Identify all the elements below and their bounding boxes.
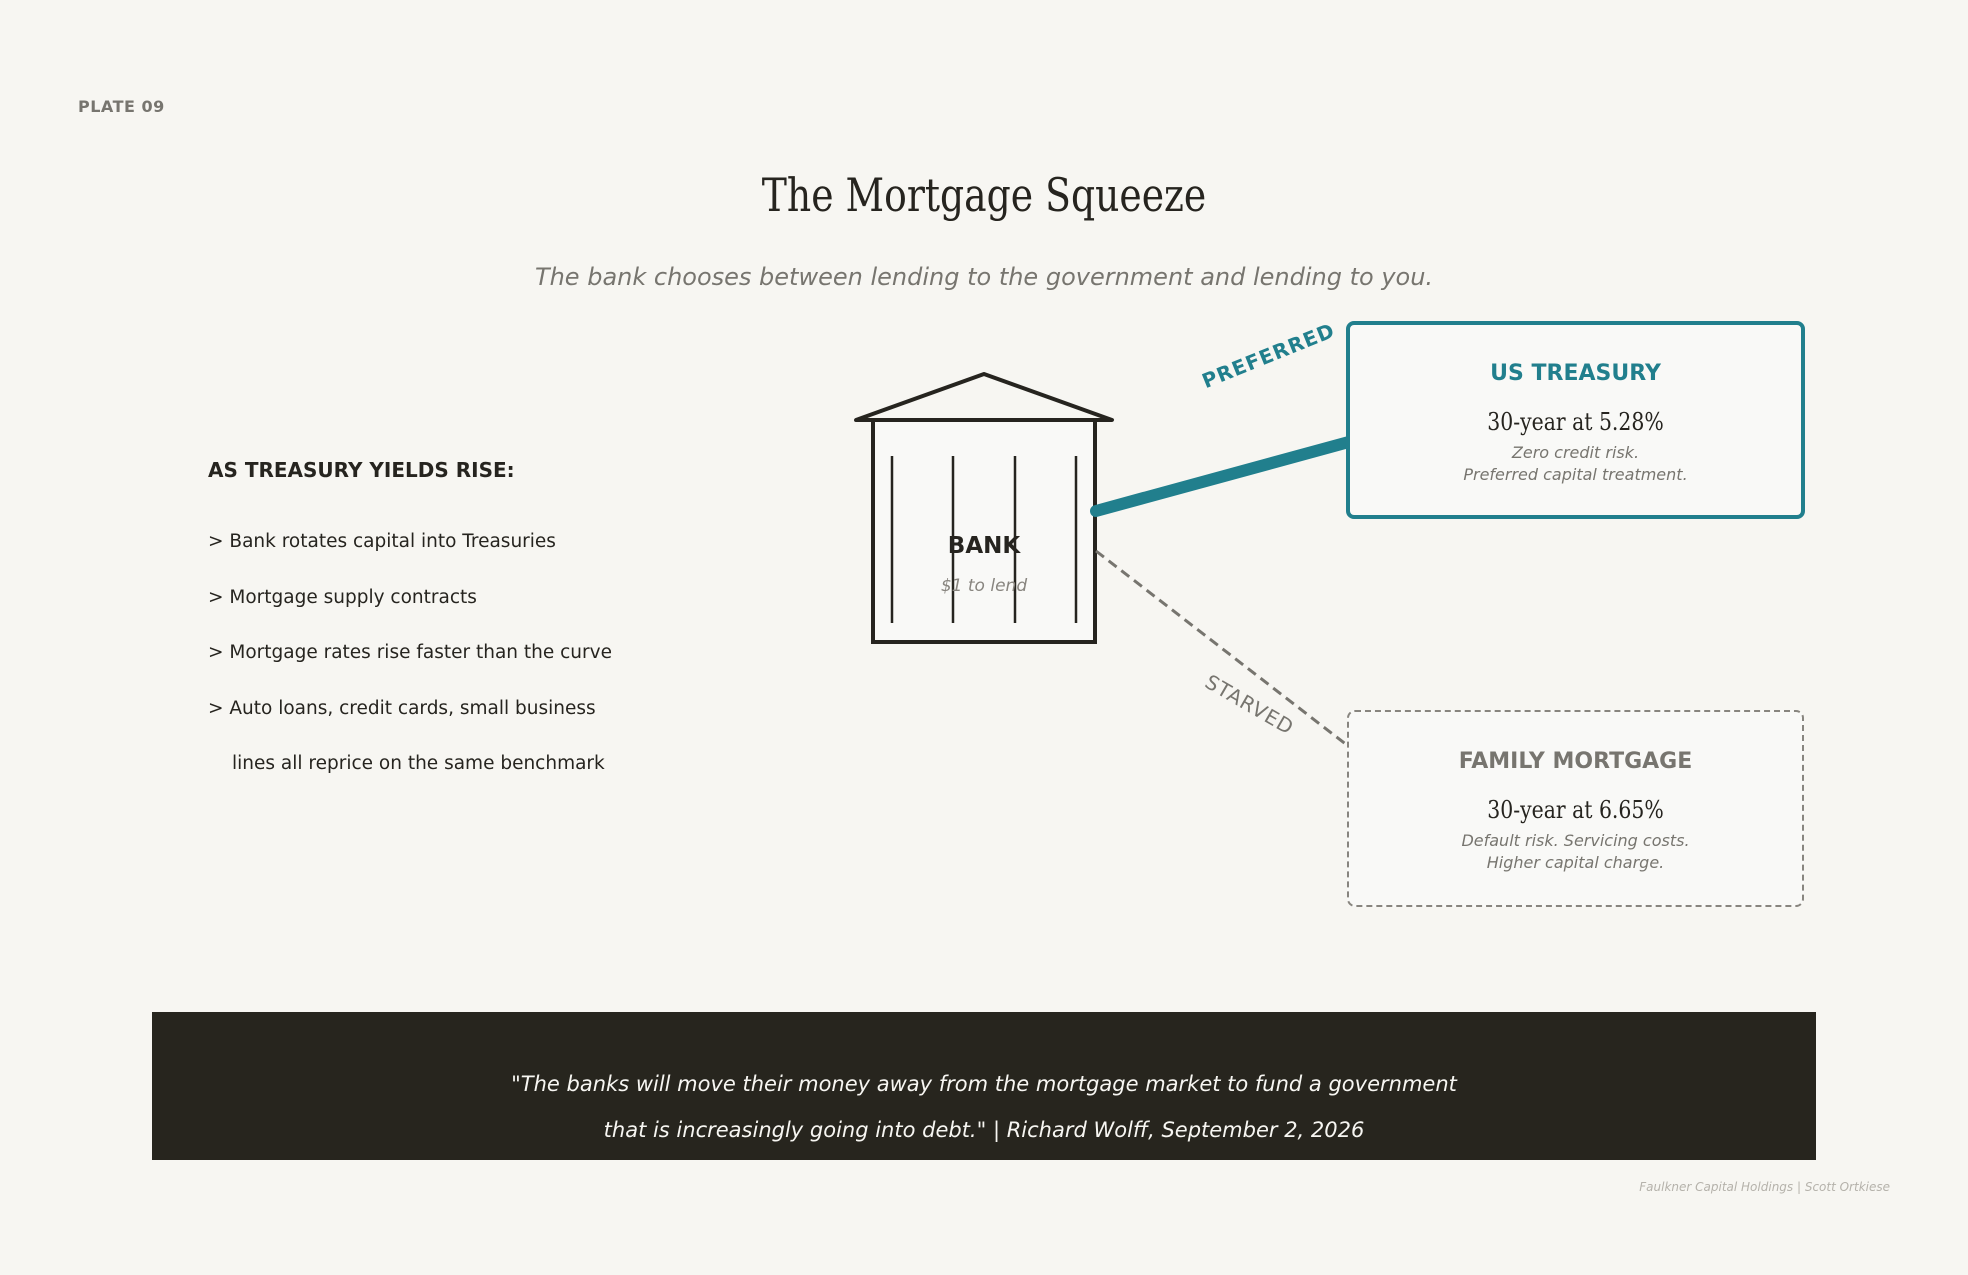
treasury-rate: 30-year at 5.28% [1487, 408, 1664, 436]
starved-label: STARVED [1201, 669, 1299, 740]
bullet-item: > Mortgage rates rise faster than the curve [208, 642, 612, 663]
bullet-item: > Auto loans, credit cards, small business [208, 698, 596, 719]
mortgage-title: FAMILY MORTGAGE [1458, 749, 1693, 774]
mortgage-note-line: Default risk. Servicing costs. [1461, 831, 1690, 850]
quote-line: that is increasingly going into debt." | Richard Wolff, September 2, 2026 [603, 1118, 1365, 1142]
left-panel-heading: AS TREASURY YIELDS RISE: [208, 458, 515, 482]
mortgage-note-line: Higher capital charge. [1486, 853, 1665, 872]
page-title: The Mortgage Squeeze [761, 168, 1207, 222]
bank-label: BANK [947, 533, 1021, 559]
treasury-note-line: Zero credit risk. [1511, 443, 1640, 462]
bullet-item: > Bank rotates capital into Treasuries [208, 531, 556, 552]
page-subtitle: The bank chooses between lending to the government and lending to you. [534, 263, 1434, 291]
bank-building-icon [856, 374, 1112, 642]
mortgage-box [1347, 710, 1804, 907]
mortgage-note [1349, 830, 1802, 874]
quote-band [152, 1012, 1816, 1160]
quote-line: "The banks will move their money away from the mortgage market to fund a government [511, 1072, 1457, 1096]
bank-sublabel: $1 to lend [940, 576, 1028, 596]
plate-number: PLATE 09 [78, 97, 165, 116]
bullet-item-continuation: lines all reprice on the same benchmark [232, 753, 605, 774]
treasury-note-line: Preferred capital treatment. [1463, 465, 1688, 484]
bullet-item: > Mortgage supply contracts [208, 587, 477, 608]
mortgage-rate: 30-year at 6.65% [1487, 796, 1664, 824]
treasury-title: US TREASURY [1490, 361, 1661, 386]
treasury-note [1350, 442, 1801, 486]
treasury-box [1346, 321, 1805, 519]
preferred-label: PREFERRED [1198, 318, 1339, 394]
footer-credit: Faulkner Capital Holdings | Scott Ortkiese [1639, 1180, 1890, 1194]
